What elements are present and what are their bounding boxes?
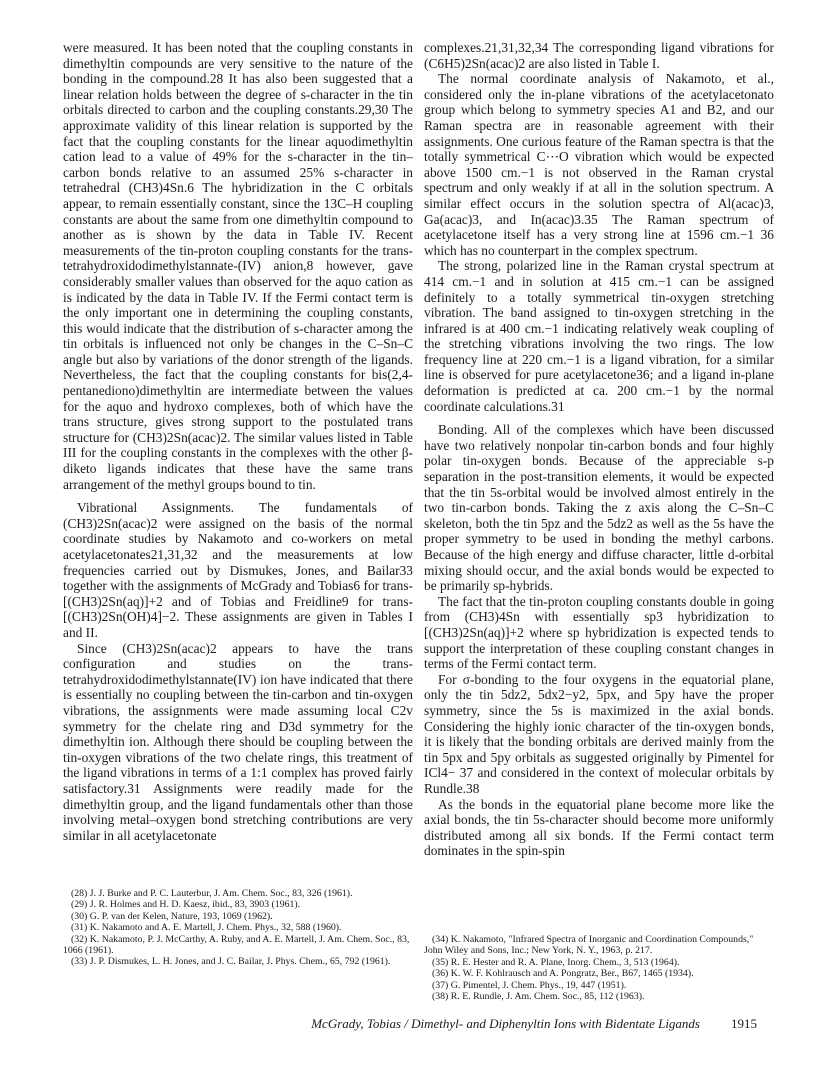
reference-item: (28) J. J. Burke and P. C. Lauterbur, J. Am. Chem. Soc., 83, 326 (1961). [71, 888, 353, 899]
running-head: McGrady, Tobias / Dimethyl- and Diphenyltin Ions with Bidentate Ligands [311, 1016, 700, 1031]
reference-item: (37) G. Pimentel, J. Chem. Phys., 19, 447 (1951). [432, 979, 627, 991]
references-left [63, 888, 413, 968]
reference-item: (35) R. E. Hester and R. A. Plane, Inorg. Chem., 3, 513 (1964). [432, 956, 680, 968]
body-paragraph: The fact that the tin-proton coupling constants double in going from (CH3)4Sn with essentially sp3 hybridization to [(CH3)2Sn(aq)]+2 where sp hybridization is expected tends to support the interpretation of these coupling constant changes in terms of the Fermi contact term. [424, 593, 774, 672]
reference-item: (36) K. W. F. Kohlrausch and A. Pongratz, Ber., B67, 1465 (1934). [432, 968, 694, 980]
body-paragraph: The normal coordinate analysis of Nakamoto, et al., considered only the in-plane vibrations of the acetylacetonato group which belong to symmetry species A1 and B2, and our Raman spectra are in reasonable agreement with their assignments. One curious feature of the Raman spectra is that the totally symmetrical C⋯O vibration which would be expected above 1500 cm.−1 is not observed in the Raman crystal spectrum and only weakly if at all in the solution spectrum. A similar effect occurs in the solution spectra of Al(acac)3, Ga(acac)3, and In(acac)3.35 The Raman spectrum of acetylacetone itself has a very strong line at 1596 cm.−1 36 which has no counterpart in the complex spectrum. [424, 71, 774, 258]
page-number: 1915 [731, 1016, 757, 1031]
body-paragraph: Bonding. All of the complexes which have been discussed have two relatively nonpolar tin-carbon bonds and four highly polar tin-oxygen bonds. Because of the appreciable s-p separation in the post-transition elements, it would be expected that the tin 5s-orbital would be involved almost entirely in the two tin-carbon bonds. Taking the z axis along the C–Sn–C skeleton, both the tin 5pz and the 5dz2 as well as the 5s have the proper symmetry to be used in bonding the methyl carbons. Because of the high energy and diffuse character, little d-orbital mixing should occur, and the axial bonds would be expected to be primarily sp-hybrids. [424, 422, 774, 594]
reference-item: (33) J. P. Dismukes, L. H. Jones, and J. C. Bailar, J. Phys. Chem., 65, 792 (1961). [71, 956, 391, 968]
body-paragraph: The strong, polarized line in the Raman crystal spectrum at 414 cm.−1 and in solution at 415 cm.−1 can be assigned definitely to a totally symmetrical tin-oxygen stretching vibration. The band assigned to tin-oxygen stretching in the infrared is at 400 cm.−1 indicating relatively weak coupling of the stretching vibrations involving the two rings. The low frequency line at 220 cm.−1 is a ligand vibration, for a similar line is observed for pure acetylacetone36; and a ligand in-plane deformation is predicted at ca. 200 cm.−1 by the normal coordinate calculations.31 [424, 258, 774, 414]
body-paragraph: were measured. It has been noted that the coupling constants in dimethyltin compounds are very sensitive to the nature of the bonding in the compound.28 It has also been suggested that a linear relation holds between the degree of s-character in the tin orbitals directed to carbon and the coupling constants.29,30 The approximate validity of this linear relation is supported by the fact that the coupling constants for the linear aquodimethyltin cation lead to a value of 49% for the s-character in the tin–carbon bonds relative to an assumed 25% s-character in tetrahedral (CH3)4Sn.6 The hybridization in the C orbitals appear, to remain essentially constant, since the 13C–H coupling constants are about the same from one dimethyltin compound to another as is shown by the data in Table IV. Recent measurements of the tin-proton coupling constants for the trans-tetrahydroxidodimethylstannate-(IV) anion,8 however, gave considerably smaller values than observed for the aquo cation as is indicated by the data in Table IV. If the Fermi contact term is the only important one in determining the coupling constants, this would indicate that the distribution of s-character among the tin orbitals is influenced not only be changes in the C–Sn–C angle but also by variations of the donor strength of the ligands. Nevertheless, the fact that the coupling constants for bis(2,4-pentanediono)dimethyltin are intermediate between the values for the aquo and hydroxo complexes, both of which have the trans structure, gives strong support to the postulated trans structure for (CH3)2Sn(acac)2. The similar values listed in Table III for the coupling constants in the complexes with the other β-diketo ligands indicates that these have the same trans arrangement of the methyl groups bound to tin. [63, 40, 413, 492]
body-paragraph: For σ-bonding to the four oxygens in the equatorial plane, only the tin 5dz2, 5dx2−y2, 5px, and 5py have the proper symmetry, since the 5s is maximized in the axial bonds. Considering the highly ionic character of the tin-oxygen bonds, it is likely that the bonding orbitals are derived mainly from the tin 5px and 5py orbitals as suggested originally by Pimentel for ICl4− 37 and considered in the context of molecular orbitals by Rundle.38 [424, 671, 774, 796]
references-right [424, 934, 774, 1002]
body-paragraph: Since (CH3)2Sn(acac)2 appears to have the trans configuration and studies on the trans-tetrahydroxidodimethylstannate(IV) ion have indicated that there is essentially no coupling between the tin-carbon and tin-oxygen vibrations, the assignments were made assuming local C2v symmetry for the chelate ring and D3d symmetry for the dimethyltin ion. Although there should be coupling between the tin-oxygen vibrations of the two chelate rings, this treatment of the ligand vibrations in terms of a 1:1 complex has proved fairly satisfactory.31 Assignments were readily made for the dimethyltin group, and the ligand fundamentals other than those involving metal–oxygen bond stretching contributions are very similar in all acetylacetonate [63, 640, 413, 843]
page-footer [0, 1016, 820, 1036]
reference-item: (34) K. Nakamoto, "Infrared Spectra of Inorganic and Coordination Compounds," John Wiley and Sons, Inc.; New York, N. Y., 1963, p. 217. [424, 934, 754, 957]
reference-item: (30) G. P. van der Kelen, Nature, 193, 1069 (1962). [71, 910, 273, 922]
left-column [63, 40, 413, 843]
body-paragraph: Vibrational Assignments. The fundamentals of (CH3)2Sn(acac)2 were assigned on the basis of the normal coordinate studies by Nakamoto and co-workers on metal acetylacetonates21,31,32 and the measurements at low frequencies carried out by Dismukes, Jones, and Bailar33 together with the assignments of McGrady and Tobias6 for trans-[(CH3)2Sn(aq)]+2 and of Tobias and Freidline9 for trans-[(CH3)2Sn(OH)4]−2. These assignments are given in Tables I and II. [63, 500, 413, 640]
reference-item: (38) R. E. Rundle, J. Am. Chem. Soc., 85, 112 (1963). [432, 991, 645, 1003]
reference-item: (32) K. Nakamoto, P. J. McCarthy, A. Ruby, and A. E. Martell, J. Am. Chem. Soc., 83, 1066 (1961). [63, 933, 410, 957]
reference-item: (31) K. Nakamoto and A. E. Martell, J. Chem. Phys., 32, 588 (1960). [71, 922, 342, 934]
body-paragraph: As the bonds in the equatorial plane become more like the axial bonds, the tin 5s-character should become more uniformly distributed among all six bonds. If the Fermi contact term dominates in the spin-spin [424, 796, 774, 859]
reference-item: (29) J. R. Holmes and H. D. Kaesz, ibid., 83, 3903 (1961). [71, 899, 301, 911]
body-paragraph: complexes.21,31,32,34 The corresponding ligand vibrations for (C6H5)2Sn(acac)2 are also listed in Table I. [424, 40, 774, 71]
right-column [424, 40, 774, 859]
